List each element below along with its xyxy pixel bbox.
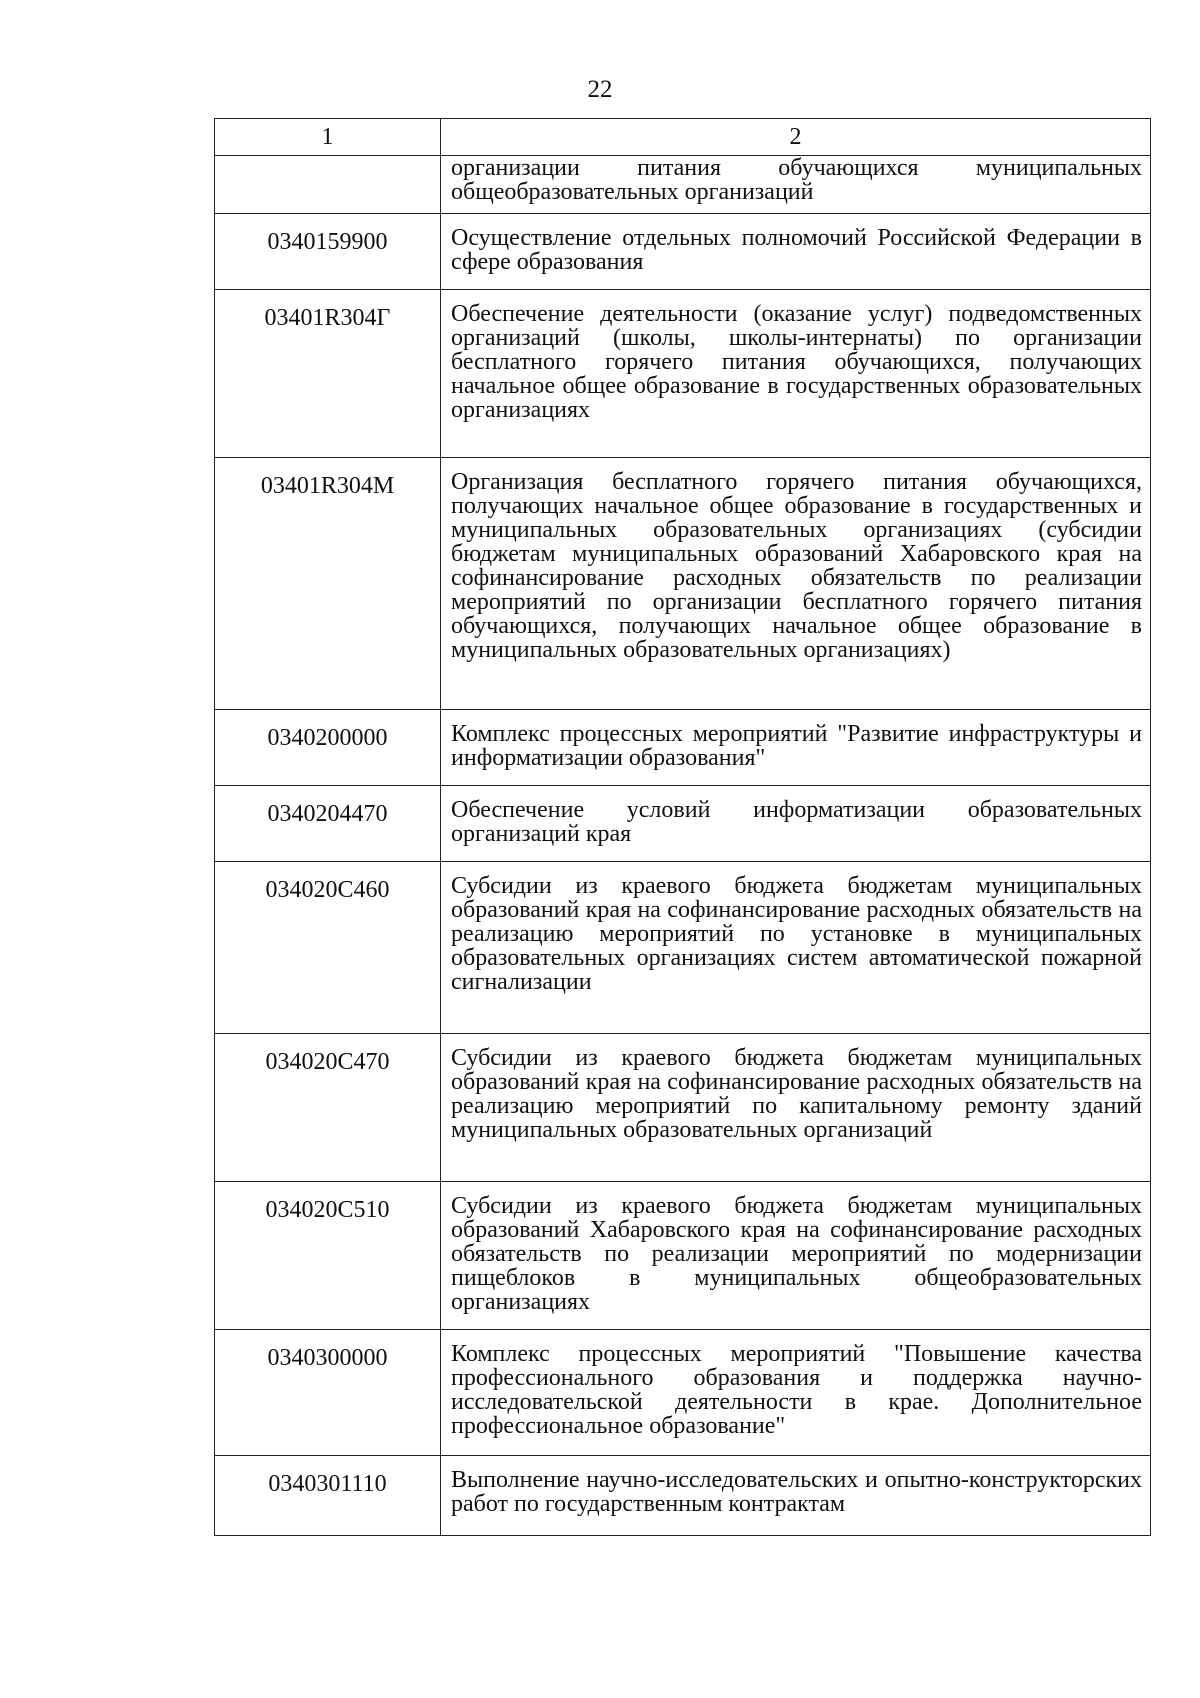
target-code-cell: 0340204470: [215, 786, 441, 862]
target-code-cell: 034020С460: [215, 862, 441, 1034]
target-code-cell: 034020С510: [215, 1182, 441, 1330]
budget-classification-table: [214, 118, 1151, 1536]
table-row: [215, 786, 1151, 862]
table-row: [215, 1034, 1151, 1182]
target-code-cell: 0340159900: [215, 214, 441, 290]
target-code-cell: 03401R304Г: [215, 290, 441, 458]
description-cell: Обеспечение деятельности (оказание услуг) подведомственных организаций (школы, школы-интернаты) по организации бесплатного горячего питания обучающихся, получающих начальное общее образование в государственных образовательных организациях: [441, 290, 1151, 458]
table-row: [215, 214, 1151, 290]
table-row: [215, 1456, 1151, 1536]
description-cell: организации питания обучающихся муниципальных общеобразовательных организаций: [441, 156, 1151, 214]
description-cell: Организация бесплатного горячего питания обучающихся, получающих начальное общее образование в государственных и муниципальных образовательных организациях (субсидии бюджетам муниципальных образований Хабаровского края на софинансирование расходных обязательств по реализации мероприятий по организации бесплатного горячего питания обучающихся, получающих начальное общее образование в муниципальных образовательных организациях): [441, 458, 1151, 710]
target-code-cell: 0340300000: [215, 1330, 441, 1456]
table-row: [215, 1182, 1151, 1330]
target-code-cell: [215, 156, 441, 214]
target-code-cell: 0340301110: [215, 1456, 441, 1536]
table-row: [215, 1330, 1151, 1456]
table-row: [215, 862, 1151, 1034]
target-code-cell: 034020С470: [215, 1034, 441, 1182]
description-cell: Выполнение научно-исследовательских и опытно-конструкторских работ по государственным контрактам: [441, 1456, 1151, 1536]
target-code-cell: 03401R304М: [215, 458, 441, 710]
table-row: [215, 710, 1151, 786]
table-header-row: [215, 119, 1151, 156]
table-row: [215, 290, 1151, 458]
target-code-cell: 0340200000: [215, 710, 441, 786]
description-cell: Комплекс процессных мероприятий "Развитие инфраструктуры и информатизации образования": [441, 710, 1151, 786]
table-row: [215, 458, 1151, 710]
description-cell: Субсидии из краевого бюджета бюджетам муниципальных образований края на софинансирование расходных обязательств на реализацию мероприятий по установке в муниципальных образовательных организациях систем автоматической пожарной сигнализации: [441, 862, 1151, 1034]
column-header-1: 1: [215, 119, 441, 156]
page-number: 22: [587, 76, 613, 103]
table-row: [215, 156, 1151, 214]
description-cell: Субсидии из краевого бюджета бюджетам муниципальных образований Хабаровского края на софинансирование расходных обязательств по реализации мероприятий по модернизации пищеблоков в муниципальных общеобразовательных организациях: [441, 1182, 1151, 1330]
description-cell: Комплекс процессных мероприятий "Повышение качества профессионального образования и поддержка научно-исследовательской деятельности в крае. Дополнительное профессиональное образование": [441, 1330, 1151, 1456]
description-cell: Осуществление отдельных полномочий Российской Федерации в сфере образования: [441, 214, 1151, 290]
description-cell: Субсидии из краевого бюджета бюджетам муниципальных образований края на софинансирование расходных обязательств на реализацию мероприятий по капитальному ремонту зданий муниципальных образовательных организаций: [441, 1034, 1151, 1182]
column-header-2: 2: [441, 119, 1151, 156]
description-cell: Обеспечение условий информатизации образовательных организаций края: [441, 786, 1151, 862]
